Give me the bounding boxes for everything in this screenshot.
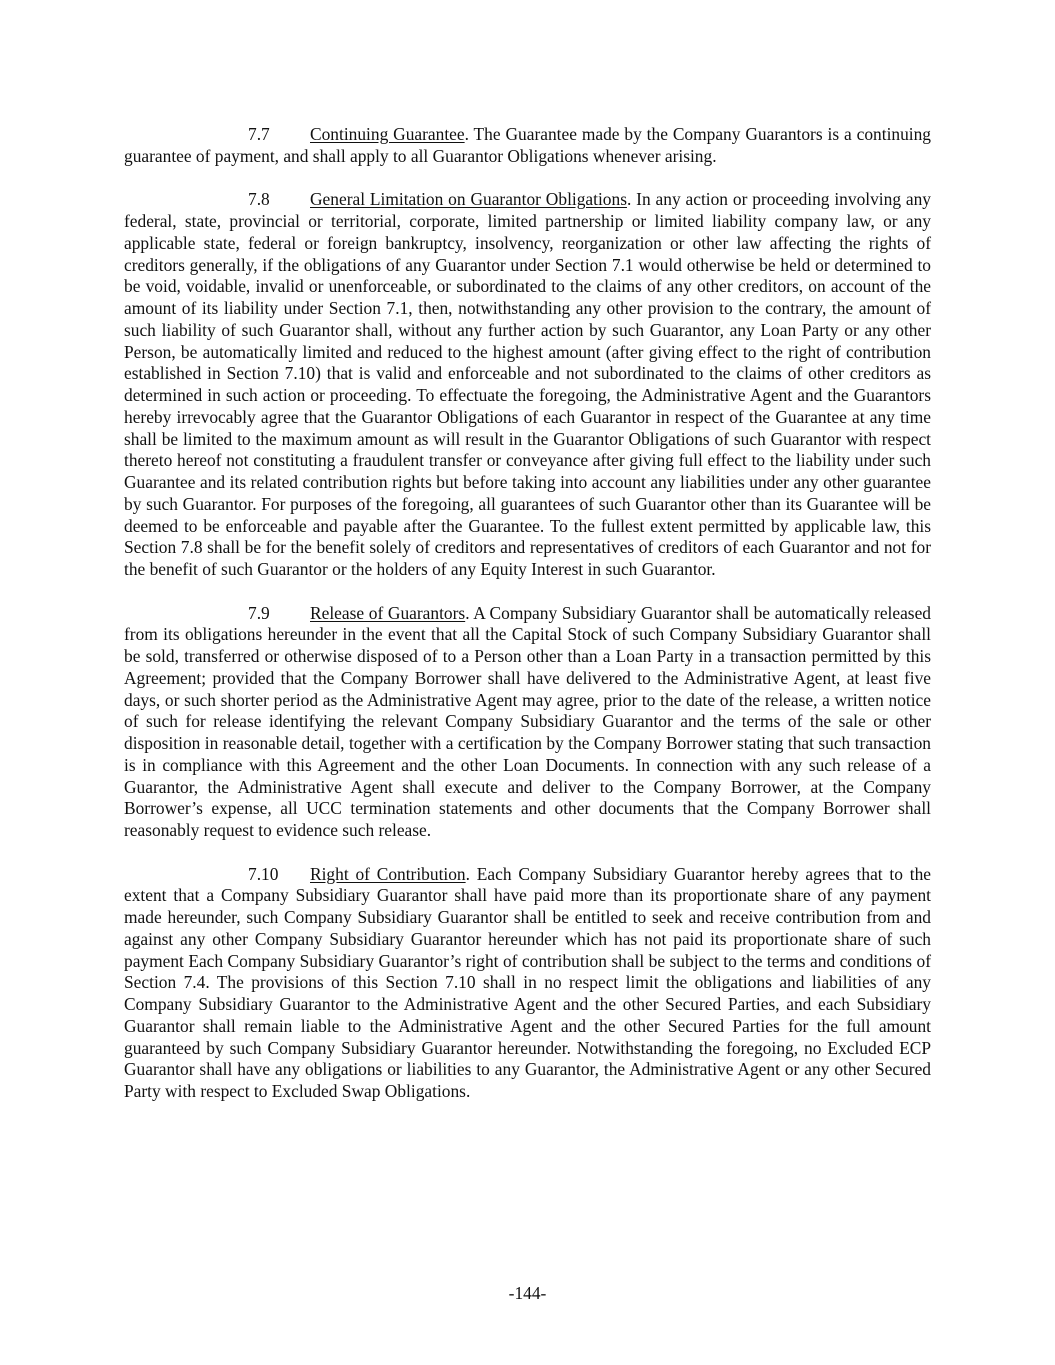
section-body: . The Guarantee made by the Company Guarantors is a continuing guarantee of payment, and shall apply to all Guarantor Obligations whenever arising.	[124, 124, 932, 166]
section-7-9	[124, 603, 931, 842]
section-body: . In any action or proceeding involving any federal, state, provincial or territorial, corporate, limited partnership or limited liability company law, or any applicable state, federal or foreign bankruptcy, insolvency, reorganization or other law affecting the rights of creditors generally, if the obligations of any Guarantor under Section 7.1 would otherwise be held or determined to be void, voidable, invalid or unenforceable, or subordinated to the claims of any other creditors, on account of the amount of its liability under Section 7.1, then, notwithstanding any other provision to the contrary, the amount of such liability of such Guarantor shall, without any further action by such Guarantor, any Loan Party or any other Person, be automatically limited and reduced to the highest amount (after giving effect to the right of contribution established in Section 7.10) that is valid and enforceable and not subordinated to the claims of other creditors as determined in such action or proceeding. To effectuate the foregoing, the Administrative Agent and the Guarantors hereby irrevocably agree that the Guarantor Obligations of each Guarantor in respect of the Guarantee at any time shall be limited to the maximum amount as will result in the Guarantor Obligations of such Guarantor with respect thereto hereof not constituting a fraudulent transfer or conveyance after giving full effect to the liability under such Guarantee and its related contribution rights but before taking into account any liabilities under any other guarantee by such Guarantor. For purposes of the foregoing, all guarantees of such Guarantor other than its Guarantee will be deemed to be enforceable and payable after the Guarantee. To the fullest extent permitted by applicable law, this Section 7.8 shall be for the benefit solely of creditors and representatives of creditors of each Guarantor and not for the benefit of such Guarantor or the holders of any Equity Interest in such Guarantor.	[124, 189, 931, 579]
section-number: 7.10	[248, 863, 279, 884]
section-7-10	[124, 864, 931, 1103]
section-number: 7.9	[248, 602, 270, 623]
page-number: -144-	[508, 1283, 547, 1303]
section-heading: Continuing Guarantee	[310, 124, 465, 144]
section-body: . A Company Subsidiary Guarantor shall be automatically released from its obligations hereunder in the event that all the Capital Stock of such Company Subsidiary Guarantor shall be sold, transferred or otherwise disposed of to a Person other than a Loan Party in a transaction permitted by this Agreement; provided that the Company Borrower shall have delivered to the Administrative Agent, at least five days, or such shorter period as the Administrative Agent may agree, prior to the date of the release, a written notice of such for release identifying the relevant Company Subsidiary Guarantor and the terms of the sale or other disposition in reasonable detail, together with a certification by the Company Borrower stating that such transaction is in compliance with this Agreement and the other Loan Documents. In connection with any such release of a Guarantor, the Administrative Agent shall execute and deliver to the Company Borrower, at the Company Borrower’s expense, all UCC termination statements and other documents that the Company Borrower shall reasonably request to evidence such release.	[124, 602, 931, 840]
section-body: . Each Company Subsidiary Guarantor hereby agrees that to the extent that a Company Subsidiary Guarantor shall have paid more than its proportionate share of any payment made hereunder, such Company Subsidiary Guarantor shall be entitled to seek and receive contribution from and against any other Company Subsidiary Guarantor hereunder which has not paid its proportionate share of such payment Each Company Subsidiary Guarantor’s right of contribution shall be subject to the terms and conditions of Section 7.4. The provisions of this Section 7.10 shall in no respect limit the obligations and liabilities of any Company Subsidiary Guarantor to the Administrative Agent and the other Secured Parties, and each Subsidiary Guarantor shall remain liable to the Administrative Agent and the other Secured Parties for the full amount guaranteed by such Company Subsidiary Guarantor hereunder. Notwithstanding the foregoing, no Excluded ECP Guarantor shall have any obligations or liabilities to any Guarantor, the Administrative Agent or any other Secured Party with respect to Excluded Swap Obligations.	[124, 863, 931, 1101]
section-heading: Release of Guarantors	[310, 602, 466, 623]
section-heading: Right of Contribution	[310, 863, 466, 884]
document-page	[124, 124, 931, 1125]
section-7-8	[124, 189, 931, 581]
section-number: 7.8	[248, 189, 270, 210]
section-number: 7.7	[248, 124, 270, 144]
section-7-7	[124, 124, 931, 168]
section-heading: General Limitation on Guarantor Obligations	[310, 189, 627, 210]
